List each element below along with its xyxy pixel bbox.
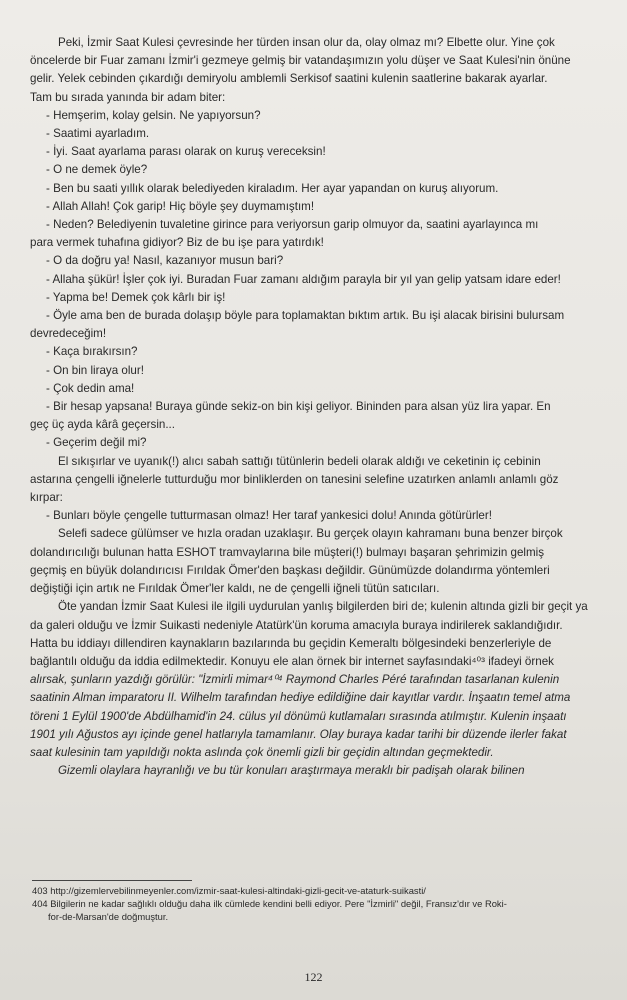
text-line: - Saatimi ayarladım.: [46, 127, 150, 141]
text-line: devredeceğim!: [30, 327, 107, 341]
footnotes: [32, 880, 612, 923]
text-line: - İyi. Saat ayarlama parası olarak on kuruş vereceksin!: [46, 145, 326, 159]
text-line: - O ne demek öyle?: [46, 163, 148, 177]
text-line: para vermek tuhafına gidiyor? Biz de bu işe para yatırdık!: [30, 236, 324, 250]
body-text: [30, 34, 612, 780]
text-line: saatinin Alman imparatoru II. Wilhelm tarafından hediye edildiğine dair kayıtlar vardır. İnşaatın temel atma: [30, 691, 571, 705]
text-line: geç üç ayda kârâ geçersin...: [30, 418, 176, 432]
text-line: - Yapma be! Demek çok kârlı bir iş!: [46, 290, 226, 304]
text-line: alırsak, şunların yazdığı görülür: "İzmirli mimar⁴⁰⁴ Raymond Charles Péré tarafından tasarlanan kulenin: [30, 673, 560, 687]
text-line: 1901 yılı Ağustos ayı içinde genel hatlarıyla tamamlanır. Olay buraya kadar tarihi bir düzende ilerler fakat: [30, 727, 567, 741]
text-line: - Kaça bırakırsın?: [46, 345, 138, 359]
text-line: Gizemli olaylara hayranlığı ve bu tür konuları araştırmaya meraklı bir padişah olarak bilinen: [58, 764, 525, 778]
page-number: 122: [304, 970, 323, 984]
footnote-line: 404 Bilgilerin ne kadar sağlıklı olduğu daha ilk cümlede kendini belli ediyor. Pere "İzmirli" değil, Fransız'dır ve Roki-: [32, 898, 507, 909]
text-line: Öte yandan İzmir Saat Kulesi ile ilgili uydurulan yanlış bilgilerden biri de; kulenin altında gizli bir geçit ya: [58, 600, 588, 614]
footnote-line: for-de-Marsan'de doğmuştur.: [48, 911, 169, 922]
text-line: gelir. Yelek cebinden çıkardığı demiryolu amblemli Serkisof saatini kulenin saatlerine bakarak ayarlar.: [30, 72, 548, 86]
text-line: Tam bu sırada yanında bir adam biter:: [30, 90, 226, 104]
text-line: - Bir hesap yapsana! Buraya günde sekiz-on bin kişi geliyor. Bininden para alsan yüz lira yapar. En: [46, 400, 551, 414]
text-line: - Bunları böyle çengelle tutturmasan olmaz! Her taraf yankesici dolu! Anında götürürler!: [46, 509, 492, 523]
text-line: da galeri olduğu ve İzmir Suikasti nedeniyle Atatürk'ün koruma amacıyla buraya indirilerek saklandığıdır.: [30, 618, 563, 632]
footnote-line: 403 http://gizemlervebilinmeyenler.com/izmir-saat-kulesi-altindaki-gizli-gecit-ve-ataturk-suikasti/: [32, 885, 426, 896]
text-line: Hatta bu iddiayı dillendiren kaynakların bazılarında bu geçidin Kemeraltı bölgesindeki benzerleriyle de: [30, 636, 552, 650]
text-line: - Neden? Belediyenin tuvaletine girince para veriyorsun garip olmuyor da, saatini ayarlayınca mı: [46, 218, 539, 232]
text-line: kırpar:: [30, 491, 63, 505]
text-line: - Allaha şükür! İşler çok iyi. Buradan Fuar zamanı aldığım parayla bir yıl yan gelip yatsam idare eder!: [46, 272, 561, 286]
text-line: - On bin liraya olur!: [46, 363, 144, 377]
text-line: Selefi sadece gülümser ve hızla oradan uzaklaşır. Bu gerçek olayın kahramanı buna benzer birçok: [58, 527, 563, 541]
text-line: - Öyle ama ben de burada dolaşıp böyle para toplamaktan bıktım artık. Bu işi alacak birisini bulursam: [46, 309, 565, 323]
text-line: öncelerde bir Fuar zamanı İzmir'i gezmeye gelmiş bir vatandaşımızın yolu düşer ve Saat Kulesi'nin önüne: [30, 54, 571, 68]
text-line: El sıkışırlar ve uyanık(!) alıcı sabah sattığı tütünlerin bedeli olarak aldığı ve ceketinin iç cebinin: [58, 454, 541, 468]
text-line: bağlantılı olduğu da iddia edilmektedir. Konuyu ele alan örnek bir internet sayfasındaki⁴⁰³ ifadeyi örnek: [30, 654, 554, 668]
text-line: astarına çengelli iğnelerle tutturduğu mor binliklerden on tanesini selefine uzatırken anlamlı anlamlı göz: [30, 472, 559, 486]
text-line: - O da doğru ya! Nasıl, kazanıyor musun bari?: [46, 254, 284, 268]
text-line: - Ben bu saati yıllık olarak belediyeden kiraladım. Her ayar yapandan on kuruş alıyorum.: [46, 181, 499, 195]
text-line: Peki, İzmir Saat Kulesi çevresinde her türden insan olur da, olay olmaz mı? Elbette olur. Yine çok: [58, 36, 555, 49]
text-line: - Çok dedin ama!: [46, 381, 135, 395]
text-line: geçmiş en büyük dolandırıcısı Fırıldak Ömer'den başkası değildir. Günümüzde dolandırma yöntemleri: [30, 563, 550, 577]
text-line: saat kulesinin tam yapıldığı nokta aslında çok önemli gizli bir geçidin altından geçmektedir.: [30, 745, 494, 759]
text-line: töreni 1 Eylül 1900'de Abdülhamid'in 24. cülus yıl dönümü kutlamaları sırasında atılmıştır. Kulenin inşaatı: [30, 709, 567, 723]
text-line: dolandırıcılığı bulunan hatta ESHOT tramvaylarına bile müşteri(!) bulmayı başaran şehrimizin gelmiş: [30, 545, 544, 559]
text-line: değiştiği için artık ne Fırıldak Ömer'ler kaldı, ne de çengelli iğneli tütün satıcıları.: [30, 582, 440, 596]
footnote-rule: [32, 880, 192, 881]
text-line: - Geçerim değil mi?: [46, 436, 147, 450]
text-line: - Hemşerim, kolay gelsin. Ne yapıyorsun?: [46, 108, 261, 122]
text-line: - Allah Allah! Çok garip! Hiç böyle şey duymamıştım!: [46, 199, 315, 213]
